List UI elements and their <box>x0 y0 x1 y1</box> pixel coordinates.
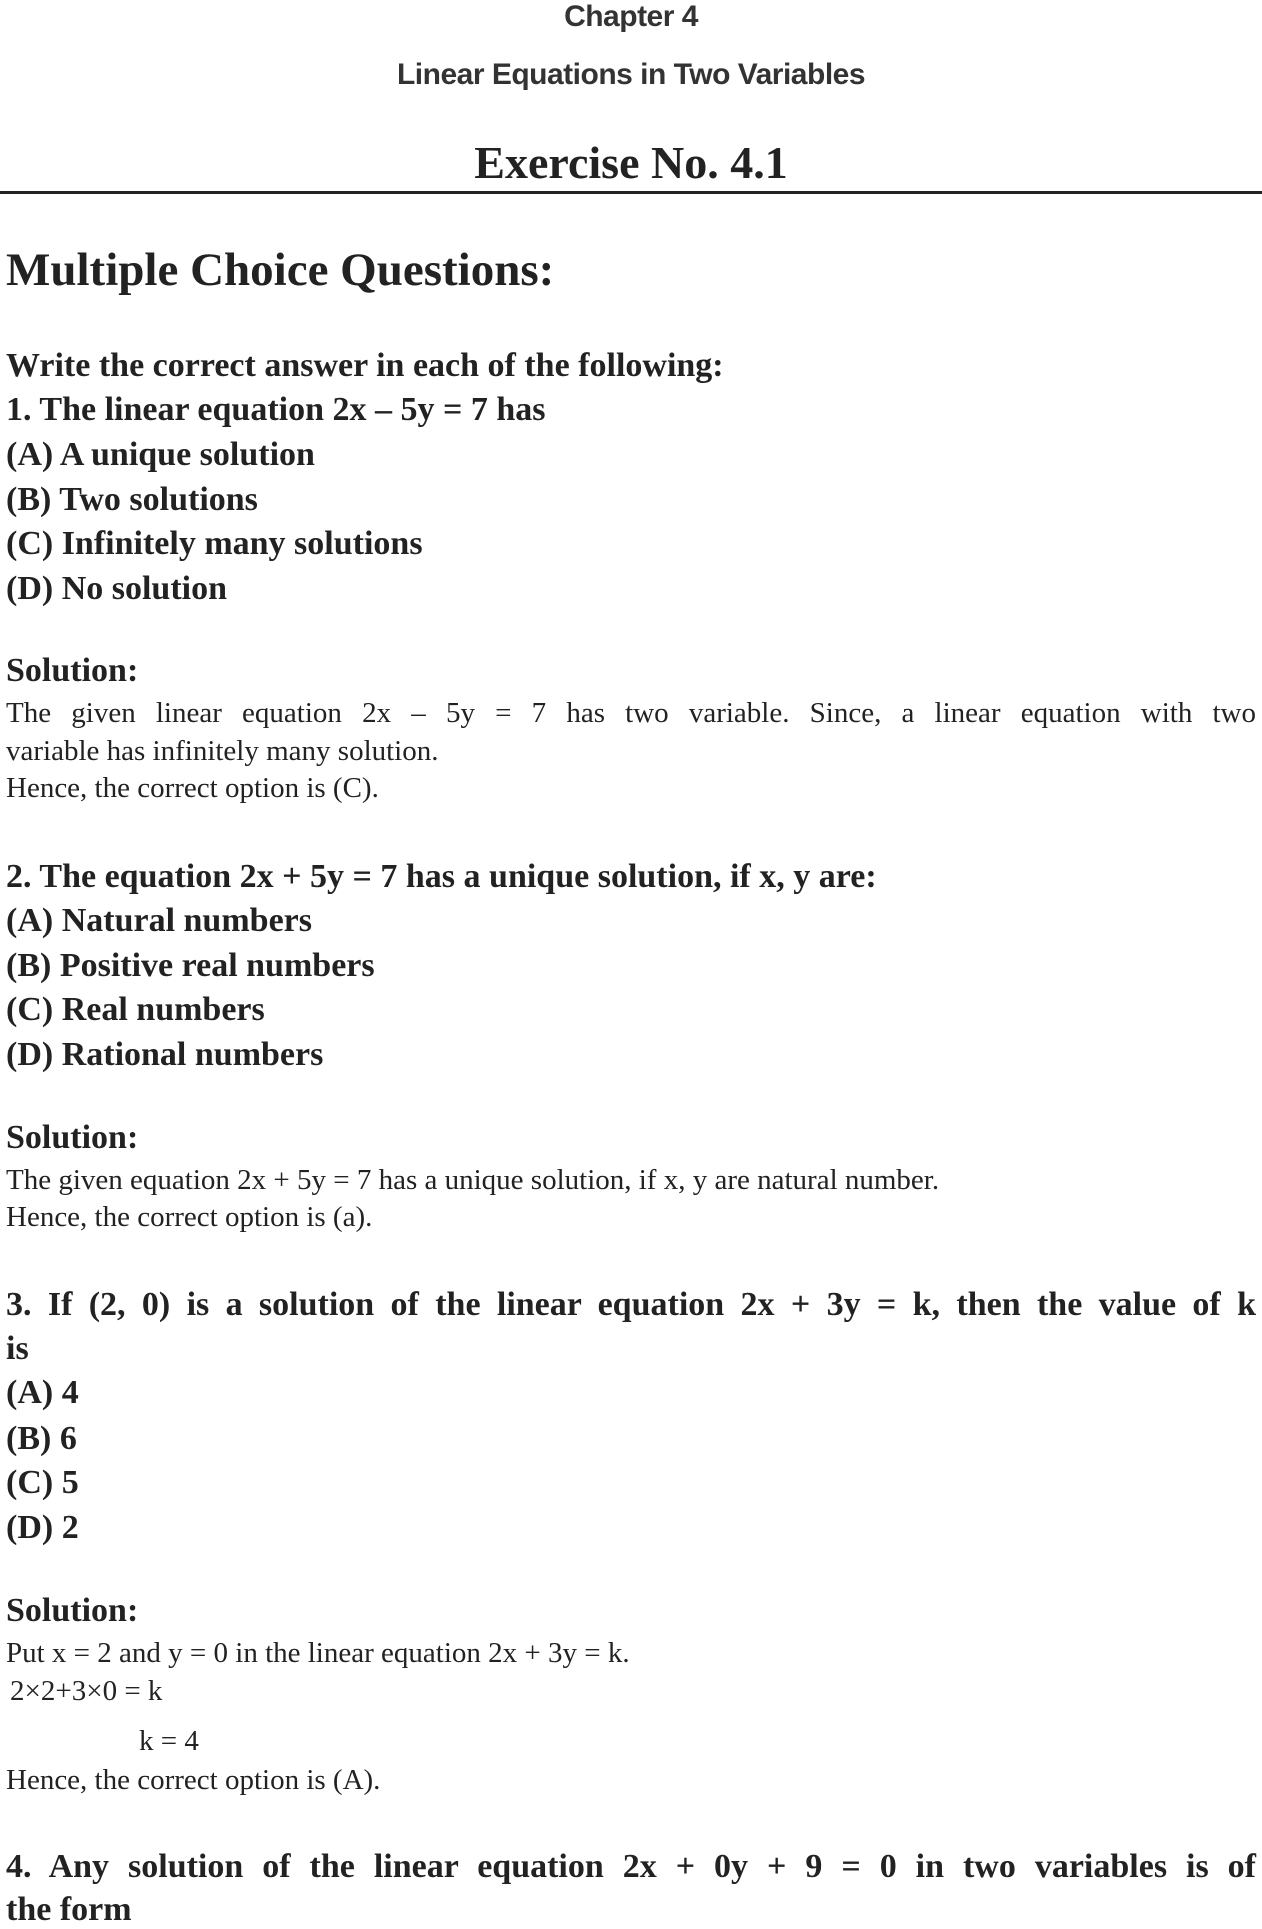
solution-result: k = 4 <box>139 1725 199 1757</box>
option-d: (D) 2 <box>6 1509 79 1546</box>
chapter-number: Chapter 4 <box>564 0 698 33</box>
option-b: (B) Two solutions <box>6 481 258 518</box>
option-c: (C) Infinitely many solutions <box>6 525 423 562</box>
section-title: Multiple Choice Questions: <box>6 244 555 296</box>
option-a: (A) A unique solution <box>6 436 315 473</box>
instruction: Write the correct answer in each of the following: <box>6 347 724 384</box>
solution-line: The given linear equation 2x – 5y = 7 has two variable. Since, a linear equation with two <box>6 697 1256 729</box>
solution-line: variable has infinitely many solution. <box>6 735 439 767</box>
solution-line: The given equation 2x + 5y = 7 has a unique solution, if x, y are natural number. <box>6 1164 940 1196</box>
solution-line: Hence, the correct option is (C). <box>6 772 379 804</box>
option-d: (D) No solution <box>6 570 228 607</box>
question-text: 1. The linear equation 2x – 5y = 7 has <box>6 391 546 428</box>
solution-equation: 2×2+3×0 = k <box>10 1675 163 1707</box>
question-text-continued: is <box>6 1330 29 1367</box>
option-a: (A) Natural numbers <box>6 902 312 939</box>
option-c: (C) 5 <box>6 1464 79 1501</box>
option-b: (B) Positive real numbers <box>6 947 375 984</box>
solution-line: Put x = 2 and y = 0 in the linear equation 2x + 3y = k. <box>6 1637 630 1669</box>
option-b: (B) 6 <box>6 1420 77 1457</box>
solution-label: Solution: <box>6 652 139 689</box>
question-text-continued: the form <box>6 1891 132 1928</box>
solution-label: Solution: <box>6 1119 139 1156</box>
solution-line: Hence, the correct option is (a). <box>6 1201 373 1233</box>
chapter-title: Linear Equations in Two Variables <box>396 58 866 91</box>
exercise-title: Exercise No. 4.1 <box>474 137 788 188</box>
question-text: 3. If (2, 0) is a solution of the linear equation 2x + 3y = k, then the value of k <box>6 1286 1256 1323</box>
solution-line: Hence, the correct option is (A). <box>6 1764 381 1796</box>
option-d: (D) Rational numbers <box>6 1036 324 1073</box>
solution-label: Solution: <box>6 1592 139 1629</box>
option-a: (A) 4 <box>6 1374 79 1411</box>
question-text: 2. The equation 2x + 5y = 7 has a unique solution, if x, y are: <box>6 858 877 895</box>
question-text: 4. Any solution of the linear equation 2x + 0y + 9 = 0 in two variables is of <box>6 1848 1256 1885</box>
option-c: (C) Real numbers <box>6 991 265 1028</box>
header-divider <box>0 191 1262 194</box>
